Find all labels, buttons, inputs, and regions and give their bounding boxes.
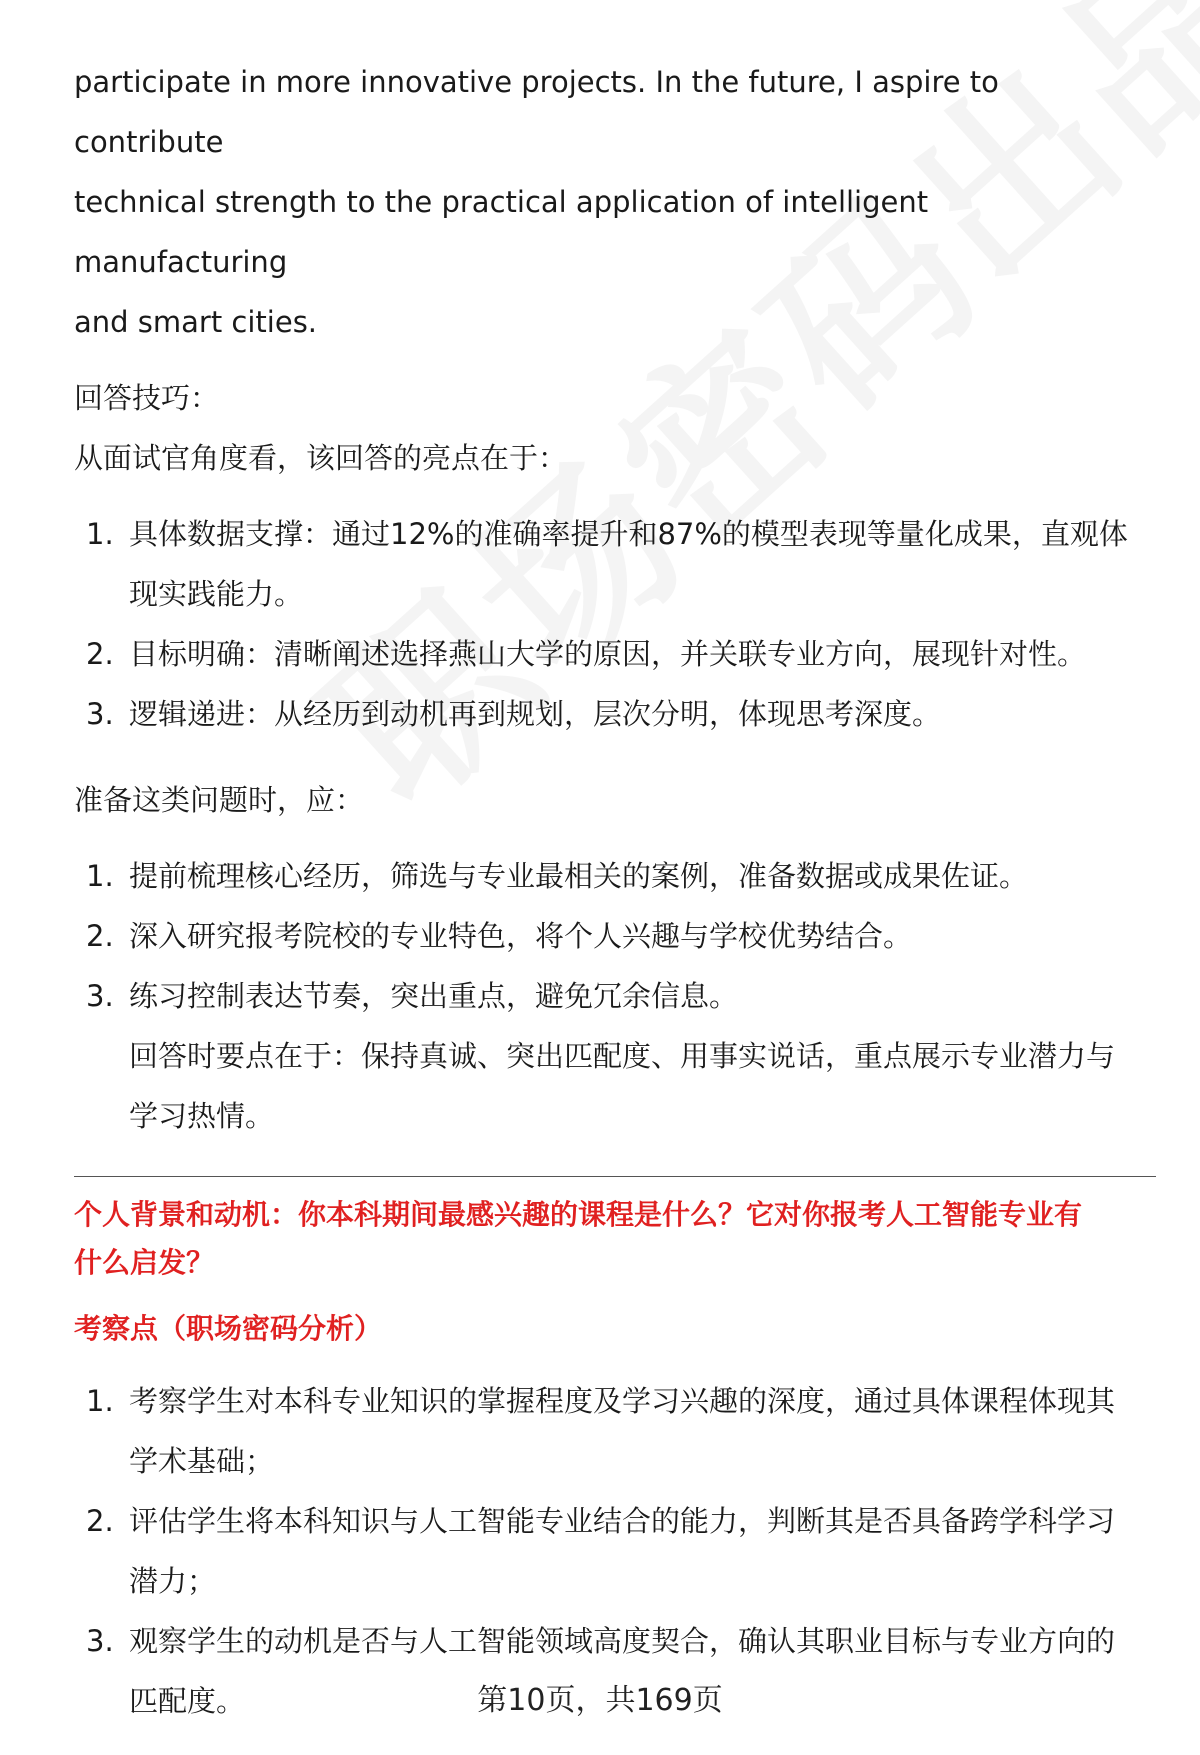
item-text: 观察学生的动机是否与人工智能领域高度契合，确认其职业目标与专业方向的: [129, 1624, 1116, 1658]
prep-summary: 学习热情。: [129, 1099, 275, 1133]
tips-intro: 从面试官角度看，该回答的亮点在于：: [74, 441, 568, 475]
item-text: 现实践能力。: [129, 577, 304, 611]
prep-heading: 准备这类问题时，应：: [74, 783, 365, 817]
item-text: 目标明确：清晰阐述选择燕山大学的原因，并关联专业方向，展现针对性。: [129, 637, 1087, 671]
intro-line: and smart cities.: [74, 305, 318, 339]
item-number: 2.: [86, 1504, 114, 1538]
list-item: [74, 684, 1134, 744]
item-number: 1.: [86, 1384, 114, 1418]
item-text: 评估学生将本科知识与人工智能专业结合的能力，判断其是否具备跨学科学习: [129, 1504, 1116, 1538]
list-item: [74, 1491, 1134, 1611]
item-text: 提前梳理核心经历，筛选与专业最相关的案例，准备数据或成果佐证。: [129, 859, 1029, 893]
item-text: 潜力；: [129, 1564, 217, 1598]
item-number: 1.: [86, 859, 114, 893]
list-item: [74, 624, 1134, 684]
item-number: 2.: [86, 919, 114, 953]
item-text: 练习控制表达节奏，突出重点，避免冗余信息。: [129, 979, 739, 1013]
item-number: 2.: [86, 637, 114, 671]
item-text: 逻辑递进：从经历到动机再到规划，层次分明，体现思考深度。: [129, 697, 942, 731]
section-divider: [74, 1176, 1156, 1177]
intro-line: technical strength to the practical application of intelligent manufacturing: [74, 185, 929, 279]
analysis-heading: 考察点（职场密码分析）: [74, 1312, 383, 1345]
list-item: [74, 906, 1134, 966]
item-number: 3.: [86, 979, 114, 1013]
item-number: 1.: [86, 517, 114, 551]
list-item: [74, 966, 1134, 1026]
item-text: 学术基础；: [129, 1444, 275, 1478]
prep-list: [74, 846, 1134, 1026]
prep-summary: 回答时要点在于：保持真诚、突出匹配度、用事实说话，重点展示专业潜力与: [129, 1039, 1116, 1073]
list-item: [74, 1371, 1134, 1491]
item-text: 考察学生对本科专业知识的掌握程度及学习兴趣的深度，通过具体课程体现其: [129, 1384, 1116, 1418]
page-number: 第10页，共169页: [477, 1683, 723, 1718]
highlights-list: [74, 504, 1134, 744]
item-text: 具体数据支撑：通过12%的准确率提升和87%的模型表现等量化成果，直观体: [129, 517, 1128, 551]
question-title: 个人背景和动机：你本科期间最感兴趣的课程是什么？它对你报考人工智能专业有: [74, 1198, 1083, 1231]
item-text: 深入研究报考院校的专业特色，将个人兴趣与学校优势结合。: [129, 919, 913, 953]
question-title: 什么启发？: [74, 1246, 215, 1279]
intro-line: participate in more innovative projects. In the future, I aspire to contribute: [74, 65, 999, 159]
tips-heading: 回答技巧：: [74, 381, 220, 415]
list-item: [74, 846, 1134, 906]
item-text: 匹配度。: [129, 1684, 246, 1718]
item-number: 3.: [86, 697, 114, 731]
list-item: [74, 504, 1134, 624]
page-content: [74, 52, 1134, 1731]
item-number: 3.: [86, 1624, 114, 1658]
